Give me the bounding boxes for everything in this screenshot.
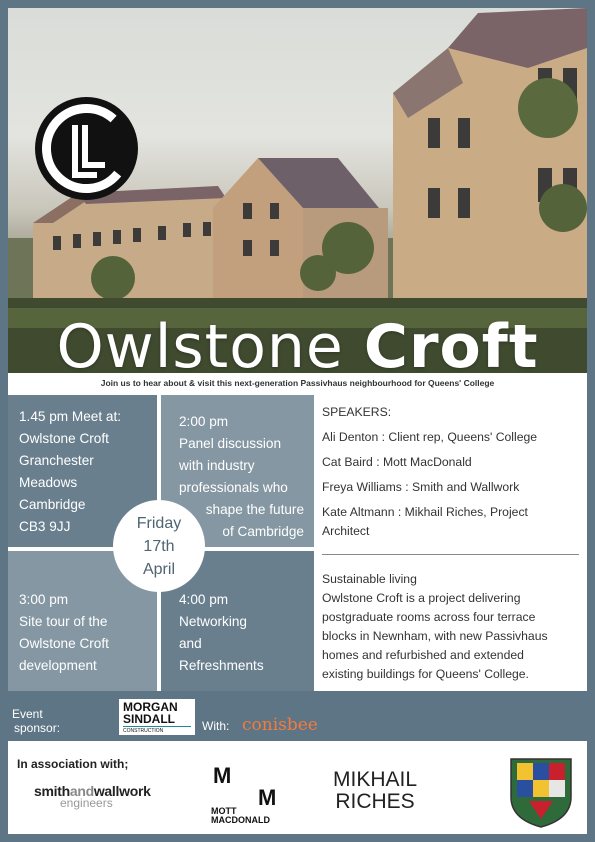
speaker-item: Ali Denton : Client rep, Queens' College [322, 430, 538, 444]
morgan-text: MORGAN [123, 700, 178, 714]
speakers-heading: SPEAKERS: [322, 405, 392, 419]
tour-line: development [19, 658, 97, 673]
divider [322, 554, 579, 555]
panel-line: professionals who [179, 480, 288, 495]
sindall-text: SINDALL [123, 712, 175, 726]
smith-wallwork-logo: smithandwallwork [34, 783, 151, 799]
sustainable-line: existing buildings for Queens' College. [322, 667, 529, 681]
meet-line: Granchester [19, 453, 94, 468]
sustainable-line: homes and refurbished and extended [322, 648, 524, 662]
date-circle [113, 500, 205, 592]
conisbee-logo: conisbee [242, 715, 318, 735]
networking-line: Refreshments [179, 658, 264, 673]
mott-macdonald-logo: MOTT MACDONALD [211, 806, 270, 825]
cl-logo-icon [35, 97, 138, 200]
networking-time: 4:00 pm [179, 592, 229, 607]
panel-line: of Cambridge [222, 524, 304, 539]
panel-time: 2:00 pm [179, 414, 229, 429]
mott-m-icon: M [213, 763, 232, 788]
queens-college-crest-icon [509, 757, 573, 829]
tour-time: 3:00 pm [19, 592, 69, 607]
engineers-text: engineers [60, 796, 113, 810]
speaker-item: Freya Williams : Smith and Wallwork [322, 480, 520, 494]
morgan-sindall-logo [119, 699, 195, 735]
date-day: Friday [136, 515, 182, 532]
with-label: With: [202, 719, 230, 733]
association-label: In association with; [17, 757, 129, 771]
networking-line: Networking [179, 614, 247, 629]
mikhail-riches-logo: MIKHAIL RICHES [333, 768, 418, 813]
panel-line: Panel discussion [179, 436, 282, 451]
meet-line: Owlstone Croft [19, 431, 109, 446]
speaker-item: Cat Baird : Mott MacDonald [322, 455, 472, 469]
tour-line: Owlstone Croft [19, 636, 109, 651]
date-number: 17th [143, 538, 175, 555]
networking-line: and [179, 636, 202, 651]
speaker-item: Kate Altmann : Mikhail Riches, Project [322, 505, 528, 519]
schedule-grid [8, 395, 314, 691]
sustainable-line: blocks in Newnham, with new Passivhaus [322, 629, 548, 643]
tour-line: Site tour of the [19, 614, 108, 629]
meet-line: Meadows [19, 475, 78, 490]
sustainable-line: postgraduate rooms across four terrace [322, 610, 536, 624]
meet-time: 1.45 pm Meet at: [19, 409, 122, 424]
sustainable-line: Owlstone Croft is a project delivering [322, 591, 521, 605]
association-panel [8, 741, 587, 834]
panel-line: with industry [179, 458, 255, 473]
hero-image [8, 8, 587, 373]
meet-line: Cambridge [19, 497, 86, 512]
sustainable-heading: Sustainable living [322, 572, 417, 586]
speakers-panel [314, 395, 587, 691]
sponsor-label: Event [12, 707, 43, 721]
page-title: Owlstone Croft [56, 312, 539, 373]
date-month: April [142, 561, 175, 578]
intro-text: Join us to hear about & visit this next-generation Passivhaus neighbourhood for Queens' College [100, 378, 495, 388]
mott-m-icon: M [258, 785, 277, 810]
speaker-item: Architect [322, 524, 370, 538]
sponsor-label: sponsor: [14, 721, 61, 735]
construction-text: CONSTRUCTION [123, 728, 164, 734]
sponsor-bar [8, 691, 587, 741]
intro-band [8, 373, 587, 395]
meet-line: CB3 9JJ [19, 519, 71, 534]
panel-line: shape the future [205, 502, 304, 517]
